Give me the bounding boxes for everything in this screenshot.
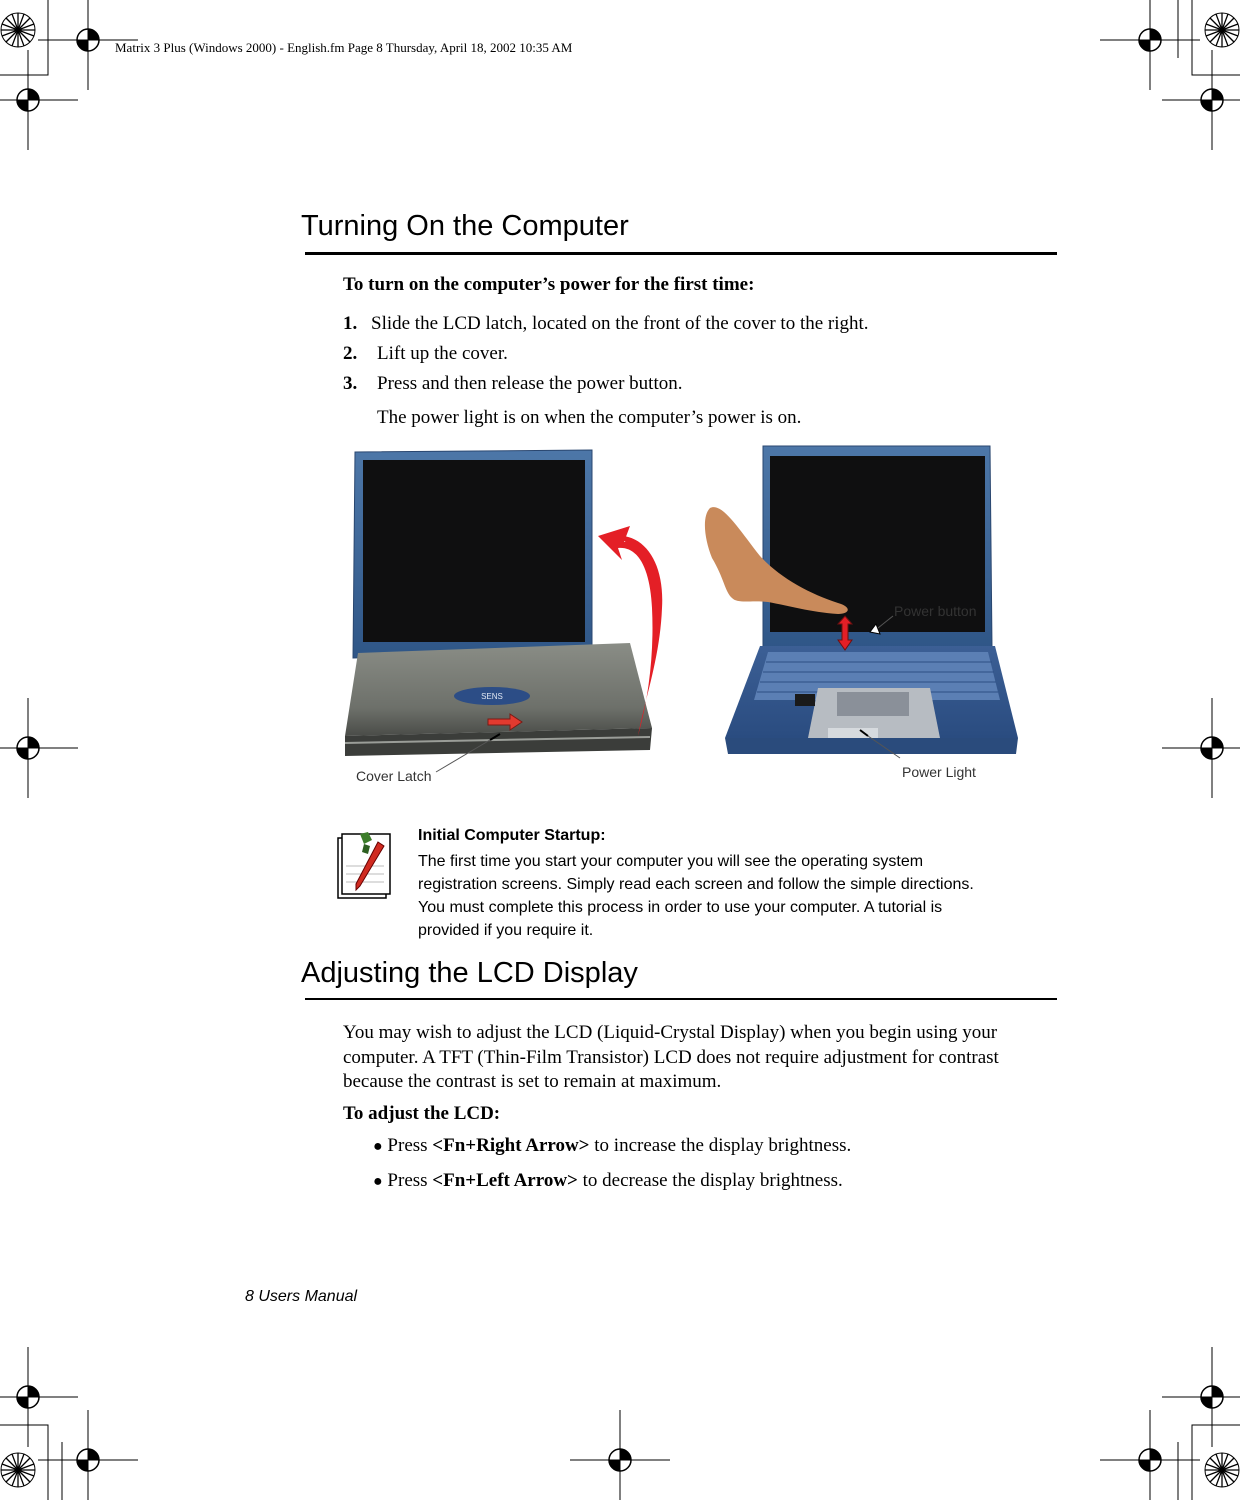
- note-line: registration screens. Simply read each screen and follow the simple directions.: [418, 876, 974, 893]
- key-combo: <Fn+Left Arrow>: [432, 1170, 578, 1191]
- paragraph-line: You may wish to adjust the LCD (Liquid-Crystal Display) when you begin using your: [343, 1022, 998, 1043]
- note-line: provided if you require it.: [418, 922, 594, 939]
- bullet-text: Press: [387, 1170, 433, 1191]
- step-note: The power light is on when the computer’s power is on.: [377, 407, 802, 428]
- framemaker-header: Matrix 3 Plus (Windows 2000) - English.fm Page 8 Thursday, April 18, 2002 10:35 AM: [115, 40, 573, 55]
- step-text: Slide the LCD latch, located on the front of the cover to the right.: [371, 313, 869, 334]
- cover-latch-label: Cover Latch: [356, 768, 432, 784]
- bullet-text: to increase the display brightness.: [589, 1135, 852, 1156]
- note-line: You must complete this process in order to use your computer. A tutorial is: [418, 899, 943, 916]
- step-number: 2.: [343, 343, 358, 364]
- bullet-text: to decrease the display brightness.: [577, 1170, 843, 1191]
- note-pencil-icon: [334, 826, 392, 902]
- section-rule: [305, 252, 1057, 255]
- step-number: 3.: [343, 373, 358, 394]
- section-title-turning-on: Turning On the Computer: [301, 210, 629, 242]
- step-text: Press and then release the power button.: [377, 373, 683, 394]
- svg-text:SENS: SENS: [481, 692, 503, 701]
- key-combo: <Fn+Right Arrow>: [432, 1135, 590, 1156]
- left-laptop-illustration: [345, 450, 652, 756]
- power-light-label: Power Light: [902, 764, 976, 780]
- section-title-adjusting-lcd: Adjusting the LCD Display: [301, 957, 638, 989]
- bullet-dot-icon: ●: [373, 1138, 383, 1155]
- step-number: 1.: [343, 313, 358, 334]
- lcd-paragraph: [343, 1021, 1063, 1095]
- intro-text: To turn on the computer’s power for the first time:: [343, 274, 755, 295]
- power-button-label: Power button: [894, 603, 977, 619]
- bullet-item: [373, 1170, 843, 1193]
- bullet-item: [373, 1135, 851, 1158]
- step-text: Lift up the cover.: [377, 343, 508, 364]
- note-title: Initial Computer Startup:: [418, 827, 606, 844]
- paragraph-line: computer. A TFT (Thin-Film Transistor) LCD does not require adjustment for contrast: [343, 1046, 999, 1068]
- page-footer: 8 Users Manual: [245, 1288, 358, 1305]
- bullet-dot-icon: ●: [373, 1173, 383, 1190]
- lcd-subhead: To adjust the LCD:: [343, 1103, 501, 1124]
- bullet-text: Press: [387, 1135, 433, 1156]
- note-body: [418, 850, 974, 942]
- note-line: The first time you start your computer you will see the operating system: [418, 853, 924, 870]
- right-laptop-illustration: [705, 446, 1018, 758]
- section-rule: [305, 998, 1057, 1000]
- paragraph-line: because the contrast is set to remain at maximum.: [343, 1071, 722, 1092]
